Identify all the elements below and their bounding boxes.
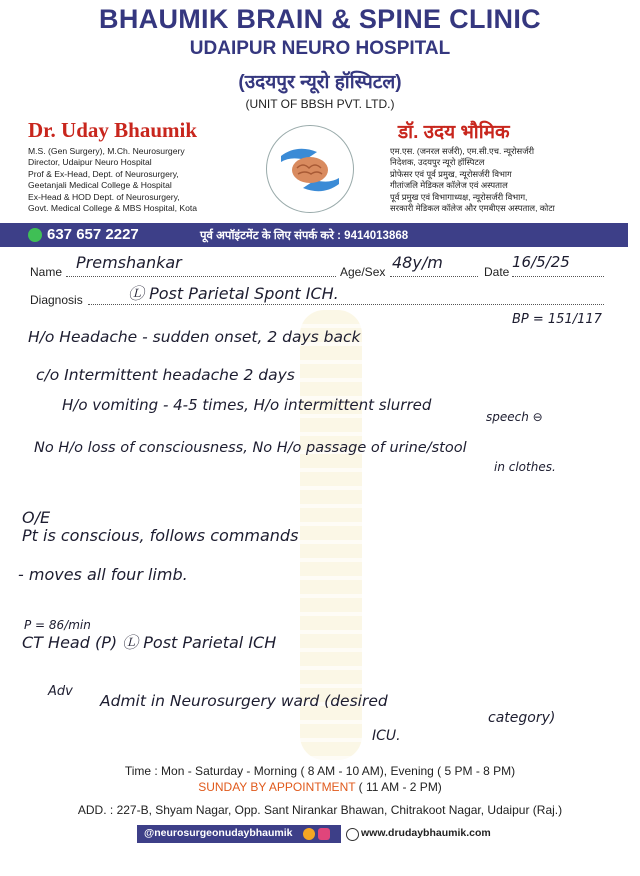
qual-line: सरकारी मेडिकल कॉलेज और एमबीएस अस्पताल, कोटा [390,203,555,214]
sunday-line [0,780,640,794]
hospital-title-hindi: (उदयपुर न्यूरो हॉस्पिटल) [238,72,402,93]
exam-heading: O/E [22,508,51,527]
date-value: 16/5/25 [512,253,570,271]
qual-line: Govt. Medical College & MBS Hospital, Kota [28,203,198,214]
note-line: H/o vomiting - 4-5 times, H/o intermittent slurred [62,396,432,414]
bp-note: BP = 151/117 [512,312,602,327]
brain-hands-logo [266,125,354,213]
sunday-time: ( 11 AM - 2 PM) [355,780,442,794]
sunday-label: SUNDAY BY APPOINTMENT [198,780,356,794]
age-sex-label: Age/Sex [340,265,386,279]
qual-line: एम.एस. (जनरल सर्जरी), एम.सी.एच. न्यूरोसर्जरी [390,146,535,156]
note-line: CT Head (P) Ⓛ Post Parietal ICH [22,633,277,652]
doctor-name-hindi: डॉ. उदय भौमिक [398,122,510,143]
note-line: in clothes. [494,460,556,474]
qualifications-hindi [390,146,555,214]
name-value: Premshankar [76,253,182,272]
qual-line: निदेशक, उदयपुर न्यूरो हॉस्पिटल [390,157,485,168]
hospital-title: UDAIPUR NEURO HOSPITAL [189,38,451,59]
note-line: - moves all four limb. [18,565,188,584]
qual-line: M.S. (Gen Surgery), M.Ch. Neurosurgery [28,146,185,156]
date-label: Date [484,265,510,279]
phone-number: 637 657 2227 [47,226,139,243]
diagnosis-value: Ⓛ Post Parietal Spont ICH. [128,284,339,303]
qual-line: गीतांजलि मेडिकल कॉलेज एवं अस्पताल [390,180,508,191]
pulse-note: P = 86/min [24,618,91,632]
qual-line: Ex-Head & HOD Dept. of Neurosurgery, [28,191,180,202]
note-line: H/o Headache - sudden onset, 2 days back [28,328,361,346]
advice-heading: Adv [48,684,73,699]
note-line: Admit in Neurosurgery ward (desired [100,692,388,710]
social-handle[interactable]: @neurosurgeonudaybhaumik [144,827,293,839]
instagram-icon [318,828,330,840]
clinic-title: BHAUMIK BRAIN & SPINE CLINIC [99,4,541,34]
globe-icon [346,828,359,841]
qual-line: पूर्व प्रमुख एवं विभागाध्यक्ष, न्यूरोसर्जरी विभाग, [390,191,528,202]
note-line: c/o Intermittent headache 2 days [36,366,295,384]
note-line: category) [488,710,556,726]
note-line: speech ⊖ [486,410,543,424]
age-sex-value: 48y/m [392,253,443,272]
qual-line: Director, Udaipur Neuro Hospital [28,157,152,168]
qualifications-english [28,146,197,214]
qual-line: Prof & Ex-Head, Dept. of Neurosurgery, [28,168,179,179]
facebook-icon [303,828,315,840]
note-line: Pt is conscious, follows commands [22,526,299,545]
note-line: ICU. [372,728,401,744]
website-link[interactable]: www.drudaybhaumik.com [361,827,491,839]
timing-line: Time : Mon - Saturday - Morning ( 8 AM - 10 AM), Evening ( 5 PM - 8 PM) [124,764,516,778]
diagnosis-label: Diagnosis [30,293,83,307]
note-line: No H/o loss of consciousness, No H/o passage of urine/stool [34,440,467,456]
doctor-name-english: Dr. Uday Bhaumik [28,118,198,142]
appointment-line: पूर्व अपॉइंटमेंट के लिए संपर्क करे : 9414013868 [200,230,409,242]
qual-line: प्रोफेसर एवं पूर्व प्रमुख, न्यूरोसर्जरी विभाग [390,168,512,179]
unit-line: (UNIT OF BBSH PVT. LTD.) [245,97,395,111]
whatsapp-icon [28,228,42,242]
name-label: Name [30,265,63,279]
qual-line: Geetanjali Medical College & Hospital [28,180,172,191]
address-line: ADD. : 227-B, Shyam Nagar, Opp. Sant Nirankar Bhawan, Chitrakoot Nagar, Udaipur (Raj.) [77,803,563,817]
